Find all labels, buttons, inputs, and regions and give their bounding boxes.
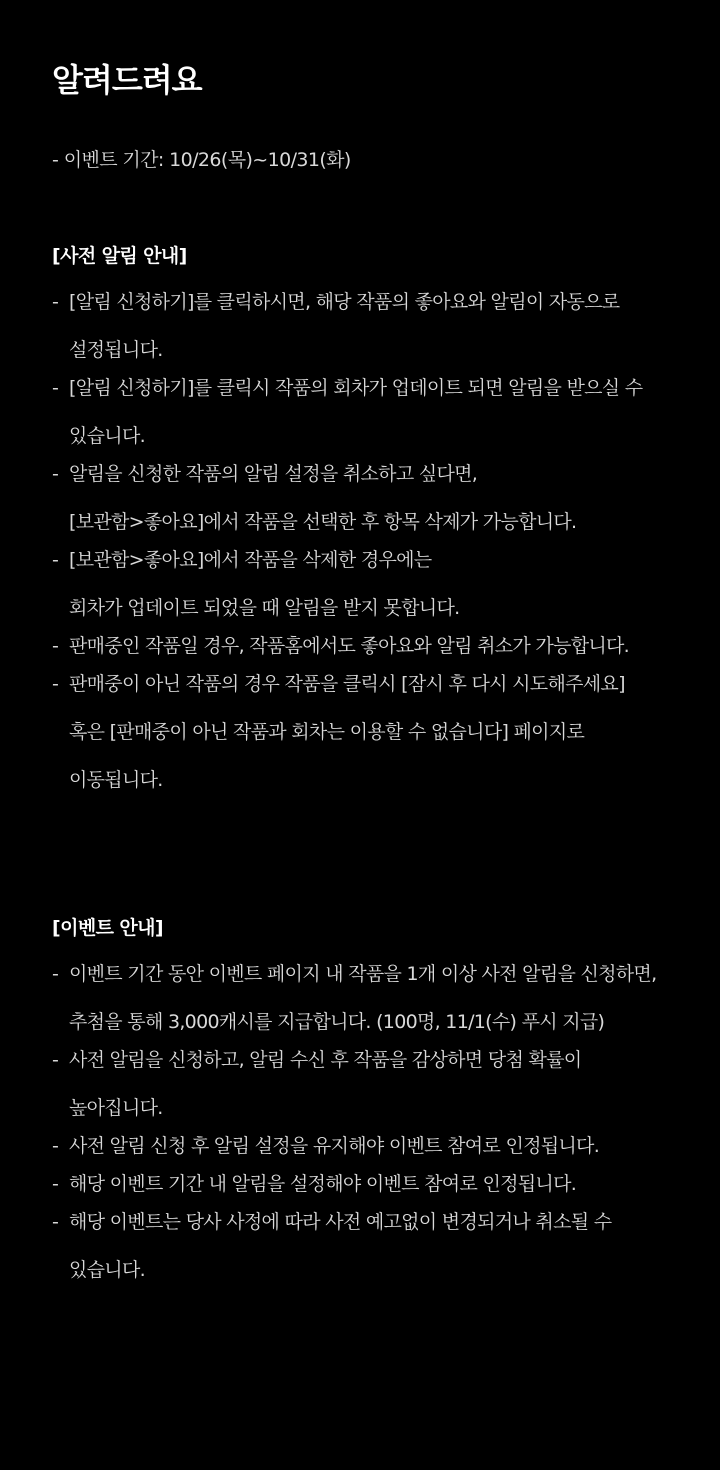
- guide-item-line: 높아집니다.: [69, 1097, 163, 1119]
- guide-item-line: 이벤트 기간 동안 이벤트 페이지 내 작품을 1개 이상 사전 알림을 신청하면,: [69, 963, 657, 985]
- guide-list: [52, 278, 702, 804]
- bullet-dash: -: [52, 673, 59, 695]
- guide-item: [52, 450, 702, 546]
- guide-list: [52, 950, 702, 1294]
- bullet-dash: -: [52, 1173, 59, 1195]
- guide-item-line: 있습니다.: [69, 425, 145, 447]
- guide-item-line: 이동됩니다.: [69, 769, 163, 791]
- page-title: 알려드려요: [52, 61, 202, 99]
- guide-item-line: 알림을 신청한 작품의 알림 설정을 취소하고 싶다면,: [69, 463, 478, 485]
- guide-item-line: 설정됩니다.: [69, 339, 163, 361]
- guide-item-line: 회차가 업데이트 되었을 때 알림을 받지 못합니다.: [69, 597, 460, 619]
- guide-item: [52, 278, 702, 374]
- guide-item-line: 있습니다.: [69, 1259, 145, 1281]
- guide-item-line: 판매중인 작품일 경우, 작품홈에서도 좋아요와 알림 취소가 가능합니다.: [69, 635, 630, 657]
- guide-item-line: [알림 신청하기]를 클릭시 작품의 회차가 업데이트 되면 알림을 받으실 수: [69, 377, 643, 399]
- guide-item: [52, 1198, 702, 1294]
- guide-item-line: 해당 이벤트는 당사 사정에 따라 사전 예고없이 변경되거나 취소될 수: [69, 1211, 612, 1233]
- guide-item: [52, 1036, 702, 1132]
- guide-item-line: 혹은 [판매중이 아닌 작품과 회차는 이용할 수 없습니다] 페이지로: [69, 721, 585, 743]
- event-period: - 이벤트 기간: 10/26(목)~10/31(화): [52, 149, 351, 171]
- bullet-dash: -: [52, 463, 59, 485]
- guide-item-line: 해당 이벤트 기간 내 알림을 설정해야 이벤트 참여로 인정됩니다.: [69, 1173, 577, 1195]
- bullet-dash: -: [52, 1211, 59, 1233]
- guide-item-line: [보관함>좋아요]에서 작품을 삭제한 경우에는: [69, 549, 432, 571]
- bullet-dash: -: [52, 291, 59, 313]
- guide-item: [52, 660, 702, 804]
- guide-item: [52, 536, 702, 632]
- bullet-dash: -: [52, 1135, 59, 1157]
- bullet-dash: -: [52, 1049, 59, 1071]
- guide-item-line: [보관함>좋아요]에서 작품을 선택한 후 항목 삭제가 가능합니다.: [69, 511, 577, 533]
- event-guide-section: [52, 914, 702, 1294]
- guide-item: [52, 364, 702, 460]
- bullet-dash: -: [52, 549, 59, 571]
- guide-item: [52, 950, 702, 1046]
- guide-item-line: 판매중이 아닌 작품의 경우 작품을 클릭시 [잠시 후 다시 시도해주세요]: [69, 673, 625, 695]
- guide-item-line: 사전 알림 신청 후 알림 설정을 유지해야 이벤트 참여로 인정됩니다.: [69, 1135, 600, 1157]
- bullet-dash: -: [52, 963, 59, 985]
- guide-item-line: 사전 알림을 신청하고, 알림 수신 후 작품을 감상하면 당첨 확률이: [69, 1049, 582, 1071]
- bullet-dash: -: [52, 635, 59, 657]
- guide-item-line: 추첨을 통해 3,000캐시를 지급합니다. (100명, 11/1(수) 푸시 지급): [69, 1011, 605, 1033]
- section-heading: [사전 알림 안내]: [52, 245, 187, 267]
- guide-item-line: [알림 신청하기]를 클릭하시면, 해당 작품의 좋아요와 알림이 자동으로: [69, 291, 620, 313]
- pre-notification-guide-section: [52, 242, 702, 804]
- bullet-dash: -: [52, 377, 59, 399]
- section-heading: [이벤트 안내]: [52, 917, 163, 939]
